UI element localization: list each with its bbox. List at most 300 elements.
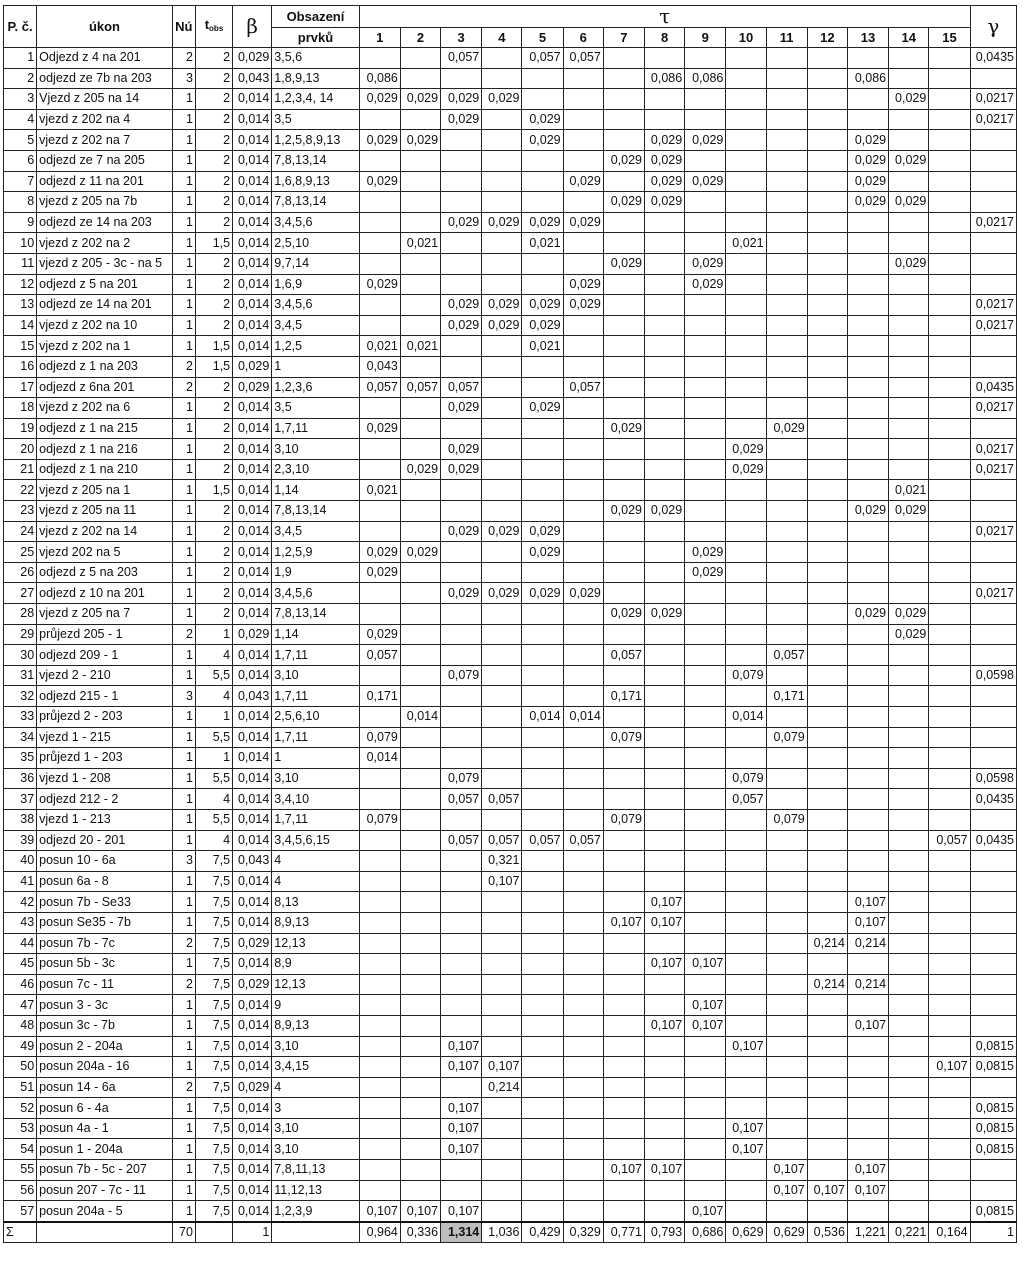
tau-cell <box>807 274 847 295</box>
tau-cell: 0,107 <box>847 892 888 913</box>
sum-tau-cell: 0,964 <box>359 1222 400 1243</box>
operation-cell: posun 7c - 11 <box>37 974 173 995</box>
operation-cell: posun 6 - 4a <box>37 1098 173 1119</box>
tau-cell: 0,029 <box>847 604 888 625</box>
tau-cell: 0,321 <box>482 851 522 872</box>
gamma-cell: 0,0217 <box>970 521 1016 542</box>
tau-cell <box>929 521 970 542</box>
tau-cell <box>359 1098 400 1119</box>
tau-cell <box>807 356 847 377</box>
operation-cell: odjezd ze 7 na 205 <box>37 150 173 171</box>
beta-cell: 0,014 <box>233 150 272 171</box>
sum-label: Σ <box>4 1222 37 1243</box>
occupied-elements-cell: 1,6,9 <box>272 274 359 295</box>
tau-cell <box>644 583 684 604</box>
tau-cell <box>603 1139 644 1160</box>
operation-cell: posun 7b - 5c - 207 <box>37 1160 173 1181</box>
tau-cell <box>603 48 644 69</box>
operation-cell: průjezd 2 - 203 <box>37 707 173 728</box>
gamma-cell <box>970 1015 1016 1036</box>
tau-cell <box>522 686 563 707</box>
tau-cell <box>685 109 726 130</box>
tau-cell <box>644 707 684 728</box>
nu-cell: 2 <box>172 356 195 377</box>
tau-cell: 0,029 <box>889 89 929 110</box>
tau-cell <box>847 830 888 851</box>
tau-cell <box>929 912 970 933</box>
tau-cell <box>441 150 482 171</box>
tau-cell: 0,029 <box>441 521 482 542</box>
tau-cell: 0,214 <box>847 974 888 995</box>
header-beta: β <box>233 6 272 48</box>
tau-cell <box>563 89 603 110</box>
nu-cell: 1 <box>172 727 195 748</box>
nu-cell: 1 <box>172 768 195 789</box>
tau-cell <box>522 789 563 810</box>
tau-cell <box>563 727 603 748</box>
tau-cell <box>726 727 766 748</box>
nu-cell: 1 <box>172 109 195 130</box>
tau-cell <box>726 130 766 151</box>
tau-cell <box>441 954 482 975</box>
tau-cell <box>400 253 440 274</box>
tau-cell <box>603 933 644 954</box>
tau-cell <box>807 150 847 171</box>
tau-cell: 0,029 <box>441 459 482 480</box>
tau-cell <box>400 480 440 501</box>
tau-cell <box>400 789 440 810</box>
tau-cell <box>644 789 684 810</box>
tobs-cell: 5,5 <box>195 665 232 686</box>
tau-cell <box>563 439 603 460</box>
tau-cell <box>685 1160 726 1181</box>
tau-cell: 0,057 <box>441 48 482 69</box>
beta-cell: 0,014 <box>233 192 272 213</box>
tau-cell: 0,057 <box>766 645 807 666</box>
tau-cell <box>685 356 726 377</box>
operation-cell: odjezd z 5 na 201 <box>37 274 173 295</box>
tau-cell <box>482 192 522 213</box>
tau-cell <box>929 583 970 604</box>
tau-cell: 0,107 <box>726 1139 766 1160</box>
tau-cell <box>766 830 807 851</box>
row-number: 10 <box>4 233 37 254</box>
tau-cell <box>522 192 563 213</box>
tau-cell: 0,029 <box>400 130 440 151</box>
tau-cell <box>644 109 684 130</box>
tau-cell <box>889 295 929 316</box>
gamma-cell <box>970 1160 1016 1181</box>
tau-cell <box>359 315 400 336</box>
gamma-cell: 0,0435 <box>970 830 1016 851</box>
tau-cell: 0,029 <box>400 89 440 110</box>
tau-cell <box>644 377 684 398</box>
tau-cell <box>400 1118 440 1139</box>
tau-cell <box>482 665 522 686</box>
operation-cell: posun 1 - 204a <box>37 1139 173 1160</box>
operation-cell: odjezd z 5 na 203 <box>37 562 173 583</box>
row-number: 43 <box>4 912 37 933</box>
tau-cell <box>441 1015 482 1036</box>
beta-cell: 0,014 <box>233 809 272 830</box>
row-number: 37 <box>4 789 37 810</box>
tau-cell <box>359 954 400 975</box>
tau-cell: 0,014 <box>726 707 766 728</box>
operation-cell: vjezd z 202 na 4 <box>37 109 173 130</box>
occupied-elements-cell: 3,4,5,6 <box>272 583 359 604</box>
tau-cell <box>482 150 522 171</box>
occupied-elements-cell: 3,4,5,6,15 <box>272 830 359 851</box>
tau-cell <box>644 933 684 954</box>
operation-cell: odjezd z 1 na 216 <box>37 439 173 460</box>
operation-cell: odjezd z 1 na 203 <box>37 356 173 377</box>
tau-cell <box>889 954 929 975</box>
nu-cell: 2 <box>172 974 195 995</box>
tau-cell <box>482 809 522 830</box>
tobs-cell: 1 <box>195 707 232 728</box>
gamma-cell <box>970 253 1016 274</box>
tau-cell <box>807 892 847 913</box>
nu-cell: 1 <box>172 954 195 975</box>
sum-tau-cell: 0,686 <box>685 1222 726 1243</box>
tau-cell <box>563 1118 603 1139</box>
header-tau-col: 7 <box>603 28 644 48</box>
tau-cell <box>603 1201 644 1222</box>
sum-empty-cell <box>37 1222 173 1243</box>
gamma-cell: 0,0598 <box>970 768 1016 789</box>
tobs-cell: 2 <box>195 418 232 439</box>
tau-cell <box>359 48 400 69</box>
operation-cell: odjezd z 1 na 210 <box>37 459 173 480</box>
tau-cell <box>603 130 644 151</box>
tau-cell <box>441 274 482 295</box>
tau-cell <box>359 1180 400 1201</box>
header-tau-col: 10 <box>726 28 766 48</box>
tau-cell: 0,029 <box>359 274 400 295</box>
table-row <box>4 1180 1017 1201</box>
tobs-cell: 2 <box>195 604 232 625</box>
tau-cell: 0,029 <box>522 398 563 419</box>
occupied-elements-cell: 1,6,8,9,13 <box>272 171 359 192</box>
tau-cell <box>563 418 603 439</box>
tau-cell <box>726 356 766 377</box>
tau-cell <box>603 521 644 542</box>
gamma-cell: 0,0435 <box>970 48 1016 69</box>
row-number: 53 <box>4 1118 37 1139</box>
tau-cell <box>766 233 807 254</box>
tobs-cell: 7,5 <box>195 851 232 872</box>
table-row <box>4 1160 1017 1181</box>
tau-cell <box>685 645 726 666</box>
tau-cell <box>726 212 766 233</box>
table-row <box>4 604 1017 625</box>
tau-cell <box>603 624 644 645</box>
tau-cell <box>929 562 970 583</box>
tau-cell <box>563 892 603 913</box>
tau-cell <box>644 89 684 110</box>
beta-cell: 0,014 <box>233 439 272 460</box>
tau-cell <box>644 295 684 316</box>
tau-cell <box>889 109 929 130</box>
tau-cell <box>889 1098 929 1119</box>
tau-cell <box>726 295 766 316</box>
gamma-cell: 0,0815 <box>970 1139 1016 1160</box>
tau-cell <box>807 68 847 89</box>
operation-cell: vjezd z 202 na 7 <box>37 130 173 151</box>
tau-cell <box>726 562 766 583</box>
tau-cell: 0,029 <box>522 295 563 316</box>
tau-cell <box>644 356 684 377</box>
tau-cell <box>644 809 684 830</box>
nu-cell: 1 <box>172 871 195 892</box>
table-row <box>4 1118 1017 1139</box>
tau-cell <box>400 583 440 604</box>
tobs-cell: 2 <box>195 253 232 274</box>
occupied-elements-cell: 3,4,10 <box>272 789 359 810</box>
tau-cell <box>482 439 522 460</box>
tau-cell <box>482 995 522 1016</box>
tau-cell: 0,029 <box>441 212 482 233</box>
tau-cell <box>400 68 440 89</box>
sum-tau-max-cell: 1,314 <box>441 1222 482 1243</box>
tau-cell <box>929 336 970 357</box>
tau-cell <box>889 830 929 851</box>
row-number: 27 <box>4 583 37 604</box>
tau-cell <box>766 933 807 954</box>
tau-cell <box>847 295 888 316</box>
tau-cell <box>929 954 970 975</box>
tau-cell <box>889 665 929 686</box>
tau-cell <box>603 356 644 377</box>
operation-cell: posun Se35 - 7b <box>37 912 173 933</box>
beta-cell: 0,014 <box>233 501 272 522</box>
tau-cell <box>522 1077 563 1098</box>
occupied-elements-cell: 1,2,5,9 <box>272 542 359 563</box>
operation-cell: posun 3 - 3c <box>37 995 173 1016</box>
row-number: 2 <box>4 68 37 89</box>
tau-cell <box>929 253 970 274</box>
tau-cell <box>482 912 522 933</box>
tau-cell <box>726 830 766 851</box>
table-row <box>4 253 1017 274</box>
tau-cell <box>807 233 847 254</box>
tau-cell <box>726 501 766 522</box>
occupied-elements-cell: 3,4,5 <box>272 315 359 336</box>
tau-cell <box>889 686 929 707</box>
tau-cell <box>726 192 766 213</box>
tau-cell: 0,107 <box>685 954 726 975</box>
nu-cell: 3 <box>172 686 195 707</box>
tau-cell <box>685 892 726 913</box>
tau-cell <box>400 1015 440 1036</box>
table-row <box>4 768 1017 789</box>
tau-cell: 0,029 <box>685 542 726 563</box>
tau-cell <box>726 954 766 975</box>
tau-cell <box>889 768 929 789</box>
table-row <box>4 459 1017 480</box>
tau-cell <box>522 459 563 480</box>
header-obsazeni: Obsazení <box>272 6 359 28</box>
tau-cell <box>847 89 888 110</box>
sum-nu: 70 <box>172 1222 195 1243</box>
tau-cell <box>726 892 766 913</box>
tau-cell: 0,021 <box>889 480 929 501</box>
beta-cell: 0,014 <box>233 130 272 151</box>
tau-cell: 0,057 <box>482 830 522 851</box>
occupied-elements-cell: 8,9,13 <box>272 912 359 933</box>
tau-cell <box>522 645 563 666</box>
tau-cell <box>400 1098 440 1119</box>
tau-cell <box>726 274 766 295</box>
tau-cell <box>847 1036 888 1057</box>
tobs-cell: 5,5 <box>195 727 232 748</box>
tau-cell <box>889 1057 929 1078</box>
row-number: 4 <box>4 109 37 130</box>
gamma-cell <box>970 809 1016 830</box>
beta-cell: 0,014 <box>233 1139 272 1160</box>
table-row <box>4 356 1017 377</box>
tau-cell <box>522 809 563 830</box>
tau-cell: 0,057 <box>726 789 766 810</box>
nu-cell: 1 <box>172 789 195 810</box>
header-prvku: prvků <box>272 28 359 48</box>
operation-cell: odjezd z 10 na 201 <box>37 583 173 604</box>
tau-cell: 0,057 <box>400 377 440 398</box>
occupied-elements-cell: 7,8,11,13 <box>272 1160 359 1181</box>
tau-cell <box>889 1160 929 1181</box>
tau-cell: 0,171 <box>603 686 644 707</box>
tau-cell: 0,029 <box>482 89 522 110</box>
tau-cell <box>563 871 603 892</box>
gamma-cell <box>970 233 1016 254</box>
tau-cell <box>400 686 440 707</box>
tau-cell <box>603 954 644 975</box>
table-row <box>4 274 1017 295</box>
occupied-elements-cell: 4 <box>272 851 359 872</box>
tau-cell <box>359 1139 400 1160</box>
tau-cell <box>400 418 440 439</box>
tau-cell <box>644 995 684 1016</box>
tau-cell <box>400 830 440 851</box>
tau-cell <box>400 398 440 419</box>
tau-cell <box>766 1057 807 1078</box>
occupied-elements-cell: 1,2,5 <box>272 336 359 357</box>
tau-cell <box>929 1036 970 1057</box>
tau-cell <box>563 562 603 583</box>
tau-cell <box>889 68 929 89</box>
tau-cell: 0,214 <box>807 974 847 995</box>
tau-cell: 0,029 <box>889 253 929 274</box>
beta-cell: 0,014 <box>233 995 272 1016</box>
tau-cell <box>441 542 482 563</box>
table-row <box>4 851 1017 872</box>
tau-cell <box>482 604 522 625</box>
tau-cell <box>685 233 726 254</box>
tau-cell <box>522 68 563 89</box>
row-number: 14 <box>4 315 37 336</box>
tau-cell: 0,107 <box>685 1201 726 1222</box>
tau-cell: 0,107 <box>847 1180 888 1201</box>
tau-cell: 0,029 <box>482 295 522 316</box>
tau-cell <box>889 974 929 995</box>
operation-cell: vjezd z 202 na 1 <box>37 336 173 357</box>
tau-cell <box>807 830 847 851</box>
tau-cell <box>563 1139 603 1160</box>
table-row <box>4 418 1017 439</box>
tau-cell: 0,021 <box>522 336 563 357</box>
tau-cell: 0,029 <box>522 130 563 151</box>
header-tau-col: 1 <box>359 28 400 48</box>
tau-cell <box>603 871 644 892</box>
gamma-cell <box>970 974 1016 995</box>
table-row <box>4 192 1017 213</box>
tau-cell <box>482 253 522 274</box>
tobs-cell: 2 <box>195 89 232 110</box>
tau-cell <box>726 89 766 110</box>
tau-cell <box>522 480 563 501</box>
sum-tau-cell: 0,629 <box>726 1222 766 1243</box>
tau-cell <box>726 1057 766 1078</box>
table-row <box>4 398 1017 419</box>
tau-cell <box>766 624 807 645</box>
tau-cell <box>847 1201 888 1222</box>
tau-cell <box>726 912 766 933</box>
tau-cell <box>400 933 440 954</box>
tau-cell <box>563 501 603 522</box>
tau-cell <box>359 1057 400 1078</box>
tau-cell <box>400 974 440 995</box>
tau-cell <box>359 974 400 995</box>
header-operation: úkon <box>37 6 173 48</box>
header-tau-col: 2 <box>400 28 440 48</box>
tau-cell <box>766 501 807 522</box>
tau-cell <box>482 748 522 769</box>
tau-cell <box>441 809 482 830</box>
tau-cell <box>522 748 563 769</box>
tobs-cell: 7,5 <box>195 954 232 975</box>
occupied-elements-cell: 11,12,13 <box>272 1180 359 1201</box>
operation-cell: posun 7b - 7c <box>37 933 173 954</box>
beta-cell: 0,014 <box>233 418 272 439</box>
gamma-cell <box>970 336 1016 357</box>
tau-cell <box>726 974 766 995</box>
tau-cell <box>685 150 726 171</box>
tau-cell <box>889 562 929 583</box>
beta-cell: 0,043 <box>233 68 272 89</box>
tau-cell <box>807 727 847 748</box>
sum-empty-cell <box>195 1222 232 1243</box>
tobs-cell: 1,5 <box>195 233 232 254</box>
tau-cell <box>889 1139 929 1160</box>
tau-cell <box>685 480 726 501</box>
tau-cell <box>726 624 766 645</box>
tau-cell: 0,021 <box>400 233 440 254</box>
operation-cell: odjezd z 1 na 215 <box>37 418 173 439</box>
tau-cell <box>847 109 888 130</box>
tau-cell <box>807 398 847 419</box>
tau-cell <box>359 665 400 686</box>
tau-cell <box>766 768 807 789</box>
tau-cell <box>522 665 563 686</box>
tau-cell <box>400 212 440 233</box>
tau-cell <box>603 1077 644 1098</box>
occupied-elements-cell: 2,3,10 <box>272 459 359 480</box>
beta-cell: 0,043 <box>233 851 272 872</box>
tau-cell: 0,029 <box>563 274 603 295</box>
tau-cell <box>359 830 400 851</box>
gamma-cell <box>970 68 1016 89</box>
tau-cell <box>603 480 644 501</box>
